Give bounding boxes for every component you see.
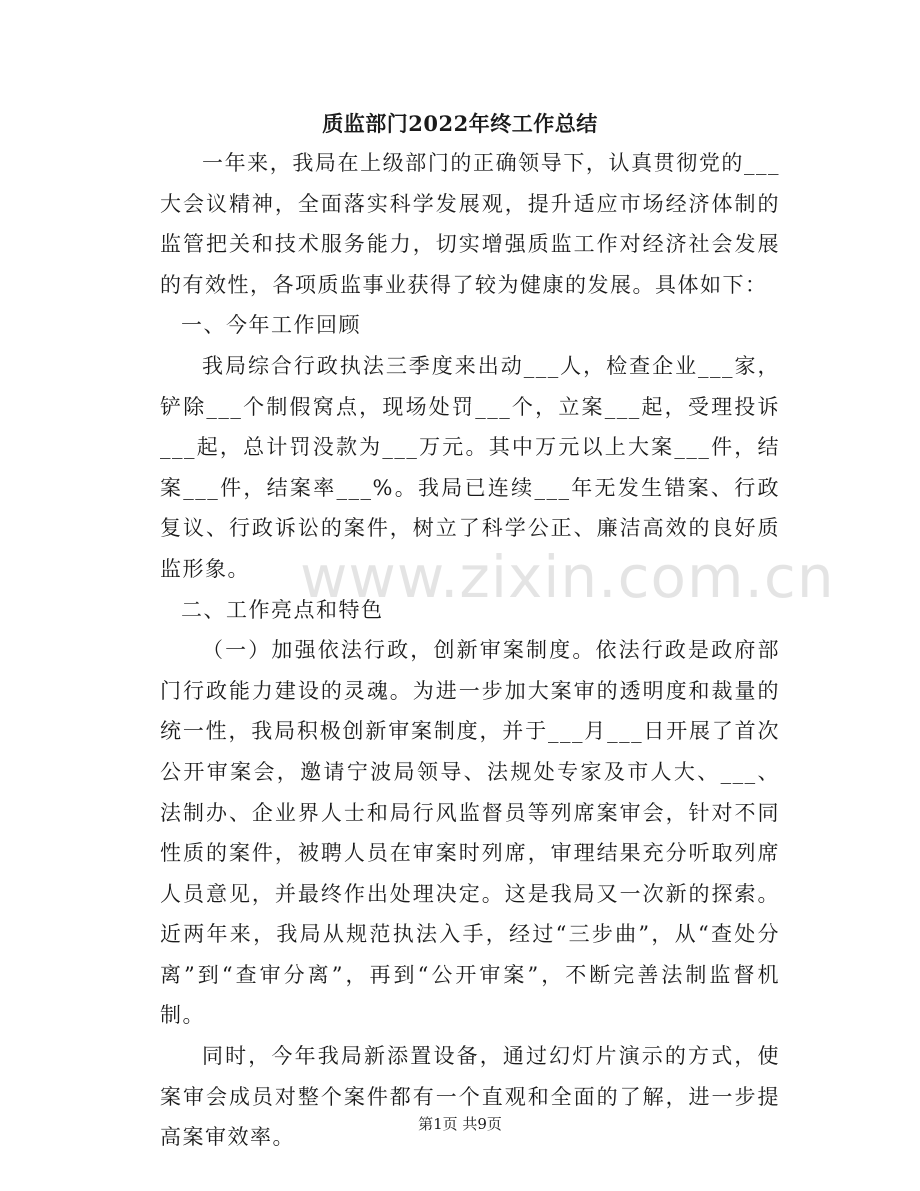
- section-heading-highlights: 二、工作亮点和特色: [181, 597, 384, 622]
- document-title: 质监部门2022年终工作总结: [322, 111, 598, 136]
- paragraph-highlights: （一）加强依法行政，创新审案制度。依法行政是政府部门行政能力建设的灵魂。为进一步加大案审的透明度和裁量的统一性，我局积极创新审案制度，并于___月___日开展了首次公开审案会，邀请宁波局领导、法规处专家及市人大、___、法制办、企业界人士和局行风监督员等列席案审会，针对不同性质的案件，被聘人员在审案时列席，审理结果充分听取列席人员意见，并最终作出处理决定。这是我局又一次新的探索。近两年来，我局从规范执法入手，经过“三步曲”，从“查处分离”到“查审分离”，再到“公开审案”，不断完善法制监督机制。: [160, 638, 780, 1028]
- page-footer: 第1页 共9页: [418, 1115, 502, 1133]
- watermark: www.zixin.com.cn: [300, 543, 835, 611]
- paragraph-equipment: 同时，今年我局新添置设备，通过幻灯片演示的方式，使案审会成员对整个案件都有一个直观和全面的了解，进一步提高案审效率。: [160, 1044, 780, 1150]
- paragraph-review: 我局综合行政执法三季度来出动___人，检查企业___家，铲除___个制假窝点，现场处罚___个，立案___起，受理投诉___起，总计罚没款为___万元。其中万元以上大案___件，结案___件，结案率___%。我局已连续___年无发生错案、行政复议、行政诉讼的案件，树立了科学公正、廉洁高效的良好质监形象。: [160, 353, 780, 581]
- paragraph-intro: 一年来，我局在上级部门的正确领导下，认真贯彻党的___大会议精神，全面落实科学发展观，提升适应市场经济体制的监管把关和技术服务能力，切实增强质监工作对经济社会发展的有效性，各项质监事业获得了较为健康的发展。具体如下：: [160, 151, 780, 297]
- document-body: [160, 143, 780, 1158]
- section-heading-review: 一、今年工作回顾: [181, 313, 361, 338]
